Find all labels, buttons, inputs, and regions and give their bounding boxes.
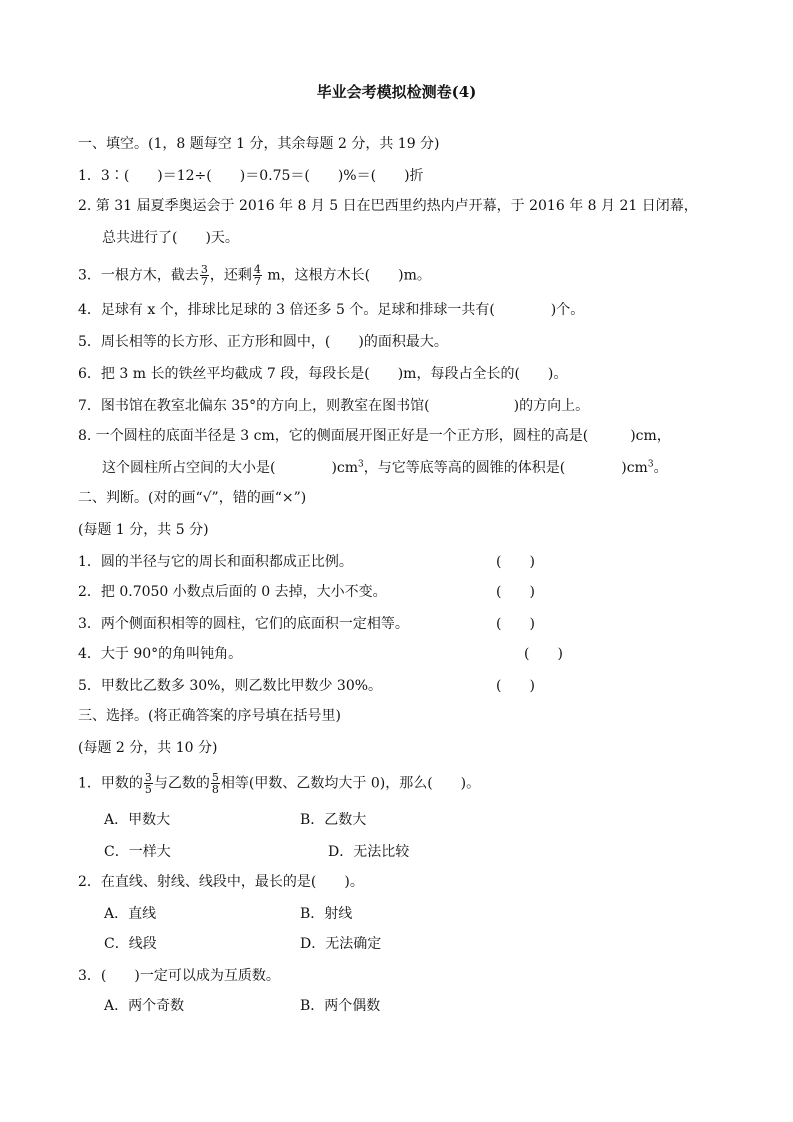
fraction-three-sevenths xyxy=(200,264,209,287)
q8-text-b: ，与它等底等高的圆锥的体积是( )cm xyxy=(363,460,648,476)
fraction-numerator: 3 xyxy=(200,263,208,276)
choice-option[interactable]: A．直线 xyxy=(104,906,157,922)
question-1-3 xyxy=(78,264,431,287)
answer-bracket[interactable]: ( ) xyxy=(496,584,535,600)
choice-option[interactable]: C．一样大 xyxy=(104,844,171,860)
judge-item-text: 2．把 0.7050 小数点后面的 0 去掉，大小不变。 xyxy=(78,584,387,600)
fraction-five-eighths xyxy=(211,772,220,795)
choice-option[interactable]: C．线段 xyxy=(104,936,157,952)
judge-item-text: 1．圆的半径与它的周长和面积都成正比例。 xyxy=(78,554,353,570)
question-1-2-line2: 总共进行了( )天。 xyxy=(102,230,239,246)
fraction-denominator: 8 xyxy=(211,783,219,796)
answer-bracket[interactable]: ( ) xyxy=(496,678,535,694)
question-1-8-line1: 8. 一个圆柱的底面半径是 3 cm，它的侧面展开图正好是一个正方形，圆柱的高是( )cm， xyxy=(78,428,671,444)
question-1-7: 7．图书馆在教室北偏东 35°的方向上，则教室在图书馆( )的方向上。 xyxy=(78,398,590,414)
cubic-superscript: 3 xyxy=(647,459,654,470)
choice-q1-text-b: 与乙数的 xyxy=(153,775,210,792)
answer-bracket[interactable]: ( ) xyxy=(496,554,535,570)
question-1-2-line1: 2. 第 31 届夏季奥运会于 2016 年 8 月 5 日在巴西里约热内卢开幕，于 2016 年 8 月 21 日闭幕， xyxy=(78,198,698,214)
choice-q1-text-a: 1．甲数的 xyxy=(78,775,143,792)
answer-bracket[interactable]: ( ) xyxy=(496,616,535,632)
fraction-denominator: 5 xyxy=(144,783,152,796)
question-1-6: 6．把 3 m 长的铁丝平均截成 7 段，每段长是( )m，每段占全长的( )。 xyxy=(78,366,568,382)
question-1-4: 4．足球有 x 个，排球比足球的 3 倍还多 5 个。足球和排球一共有( )个。 xyxy=(78,302,585,318)
q8-text-a: 这个圆柱所占空间的大小是( )cm xyxy=(102,460,359,476)
q3-text-b: ，还剩 xyxy=(209,267,252,284)
choice-q1-text-c: 相等(甲数、乙数均大于 0)，那么( )。 xyxy=(220,775,481,792)
choice-question-1 xyxy=(78,772,480,795)
cubic-superscript: 3 xyxy=(358,459,364,470)
choice-option[interactable]: B．射线 xyxy=(300,906,353,922)
section2-subheading: (每题 1 分，共 5 分) xyxy=(78,522,209,538)
choice-option[interactable]: A．甲数大 xyxy=(104,812,171,828)
answer-bracket[interactable]: ( ) xyxy=(524,646,563,662)
fraction-numerator: 3 xyxy=(144,771,152,784)
section1-heading: 一、填空。(1，8 题每空 1 分，其余每题 2 分，共 19 分) xyxy=(78,136,440,152)
section3-heading: 三、选择。(将正确答案的序号填在括号里) xyxy=(78,708,341,724)
choice-option[interactable]: A．两个奇数 xyxy=(104,998,185,1014)
section3-subheading: (每题 2 分，共 10 分) xyxy=(78,740,218,756)
fraction-numerator: 4 xyxy=(253,263,261,276)
choice-option[interactable]: B．乙数大 xyxy=(300,812,367,828)
q3-text-c: m，这根方木长( )m。 xyxy=(262,267,431,284)
choice-option[interactable]: B．两个偶数 xyxy=(300,998,381,1014)
fraction-numerator: 5 xyxy=(211,771,219,784)
fraction-three-fifths xyxy=(144,772,153,795)
fraction-denominator: 7 xyxy=(253,275,261,288)
question-1-8-line2 xyxy=(102,458,668,478)
choice-question-3: 3．( )一定可以成为互质数。 xyxy=(78,968,280,984)
choice-option[interactable]: D．无法确定 xyxy=(300,936,382,952)
fraction-four-sevenths xyxy=(253,264,262,287)
judge-item-text: 4．大于 90°的角叫钝角。 xyxy=(78,646,243,662)
choice-option[interactable]: D．无法比较 xyxy=(328,844,410,860)
page-title: 毕业会考模拟检测卷(4) xyxy=(316,83,477,101)
section2-heading: 二、判断。(对的画“√”，错的画“×”) xyxy=(78,490,307,506)
judge-item-text: 5．甲数比乙数多 30%，则乙数比甲数少 30%。 xyxy=(78,678,383,694)
q3-text-a: 3．一根方木，截去 xyxy=(78,267,199,284)
question-1-5: 5．周长相等的长方形、正方形和圆中，( )的面积最大。 xyxy=(78,334,448,350)
question-1-1: 1．3∶( )＝12÷( )＝0.75＝( )%＝( )折 xyxy=(78,168,424,184)
judge-item-text: 3．两个侧面积相等的圆柱，它们的底面积一定相等。 xyxy=(78,616,409,632)
q8-text-c: 。 xyxy=(653,460,668,476)
fraction-denominator: 7 xyxy=(200,275,208,288)
choice-question-2: 2．在直线、射线、线段中，最长的是( )。 xyxy=(78,874,364,890)
